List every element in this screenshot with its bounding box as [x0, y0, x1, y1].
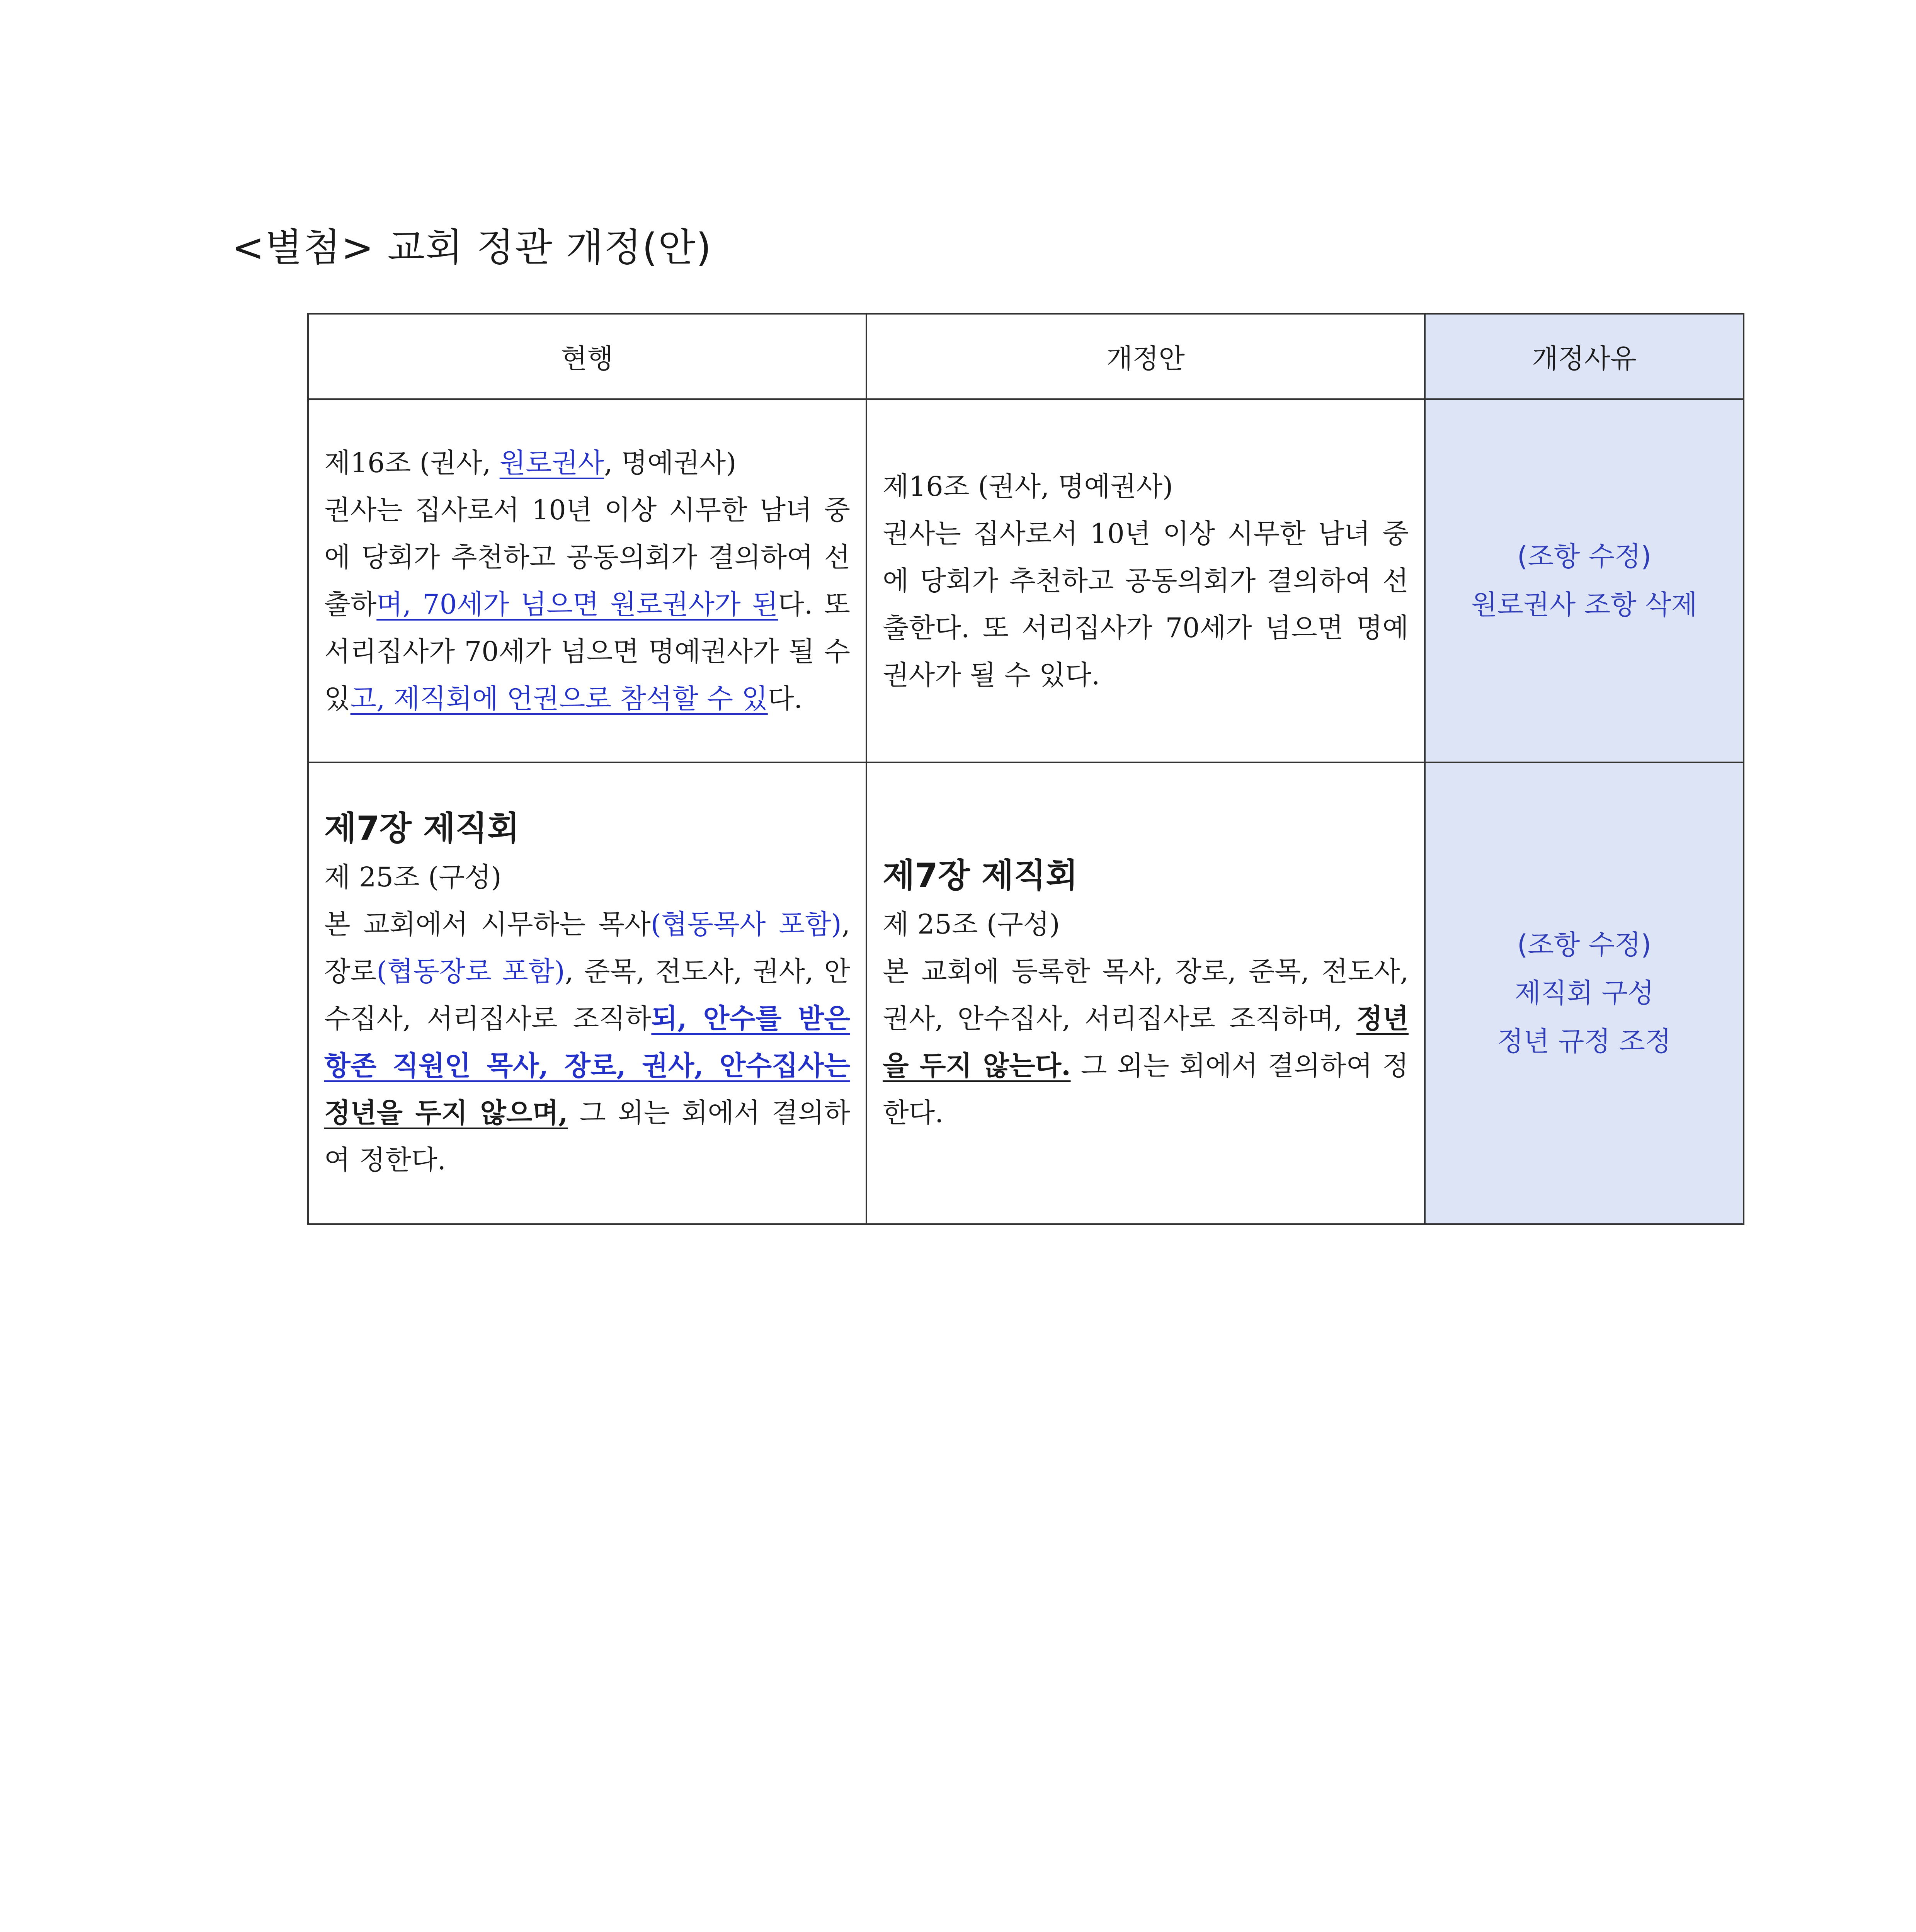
- body-text: 권사는 집사로서 10년 이상 시무한 남녀 중에 당회가 추천하고 공동의회가 결의하여 선출하: [324, 494, 850, 620]
- header-current: 현행: [308, 314, 866, 399]
- reason-line: 제직회 구성: [1514, 977, 1654, 1009]
- article-heading: 제 25조 (구성): [883, 908, 1060, 940]
- row1-proposed-body: 권사는 집사로서 10년 이상 시무한 남녀 중에 당회가 추천하고 공동의회가 결의하여 선출한다. 또 서리집사가 70세가 넘으면 명예권사가 될 수 있다.: [883, 518, 1409, 691]
- amendment-table: [307, 313, 1744, 1225]
- chapter-heading: 제7장 제직회: [324, 809, 520, 848]
- row2-proposed-body: [883, 948, 1409, 1136]
- row2-proposed-cell: [866, 762, 1425, 1224]
- body-text: 본 교회에서 시무하는 목사: [324, 908, 651, 940]
- row1-current-body: [324, 486, 850, 722]
- emphasis-text: 정년을 두지 않는다.: [883, 1002, 1409, 1082]
- row2-current-body: [324, 901, 850, 1184]
- table-row: [308, 762, 1744, 1224]
- body-text: 그 외는 회에서 결의하여 정한다.: [883, 1049, 1409, 1129]
- body-text: 본 교회에 등록한 목사, 장로, 준목, 전도사, 권사, 안수집사, 서리집사로 조직하며,: [883, 955, 1409, 1034]
- body-text: 다. 또 서리집사가 70세가 넘으면 명예권사가 될 수 있: [324, 588, 850, 714]
- table-header-row: [308, 314, 1744, 399]
- row1-proposed-heading: 제16조 (권사, 명예권사): [883, 471, 1173, 502]
- changed-text: 며, 70세가 넘으면 원로권사가 된: [376, 588, 778, 620]
- reason-line: 원로권사 조항 삭제: [1471, 589, 1698, 621]
- body-text: 다.: [767, 683, 803, 714]
- changed-text: 원로권사: [499, 447, 604, 479]
- article-heading: 제 25조 (구성): [324, 861, 502, 893]
- header-reason: 개정사유: [1425, 314, 1744, 399]
- changed-text: 되, 안수를 받은 항존 직원인 목사, 장로, 권사, 안수집사는: [324, 1002, 850, 1082]
- heading-text: 제16조 (권사,: [324, 447, 500, 479]
- reason-line: (조항 수정): [1517, 541, 1652, 572]
- table-row: [308, 399, 1744, 762]
- chapter-heading: 제7장 제직회: [883, 856, 1078, 895]
- row2-reason-cell: [1425, 762, 1744, 1224]
- changed-text: 고, 제직회에 언권으로 참석할 수 있: [350, 683, 768, 714]
- row2-current-cell: [308, 762, 866, 1224]
- heading-text: , 명예권사): [604, 447, 737, 479]
- row1-current-cell: [308, 399, 866, 762]
- reason-line: 정년 규정 조정: [1497, 1026, 1671, 1057]
- body-text: , 장로: [324, 908, 850, 987]
- row1-proposed-cell: [866, 399, 1425, 762]
- emphasis-text: 정년을 두지 않으며,: [324, 1096, 568, 1129]
- row1-reason-cell: [1425, 399, 1744, 762]
- header-proposed: 개정안: [866, 314, 1425, 399]
- changed-text: (협동장로 포함): [376, 955, 565, 987]
- changed-text: (협동목사 포함): [650, 908, 842, 940]
- page-title: <별첨> 교회 정관 개정(안): [232, 225, 712, 270]
- body-text: 그 외는 회에서 결의하여 정한다.: [324, 1097, 850, 1176]
- reason-line: (조항 수정): [1517, 929, 1652, 961]
- body-text: , 준목, 전도사, 권사, 안수집사, 서리집사로 조직하: [324, 955, 851, 1034]
- row1-current-heading: [324, 439, 850, 486]
